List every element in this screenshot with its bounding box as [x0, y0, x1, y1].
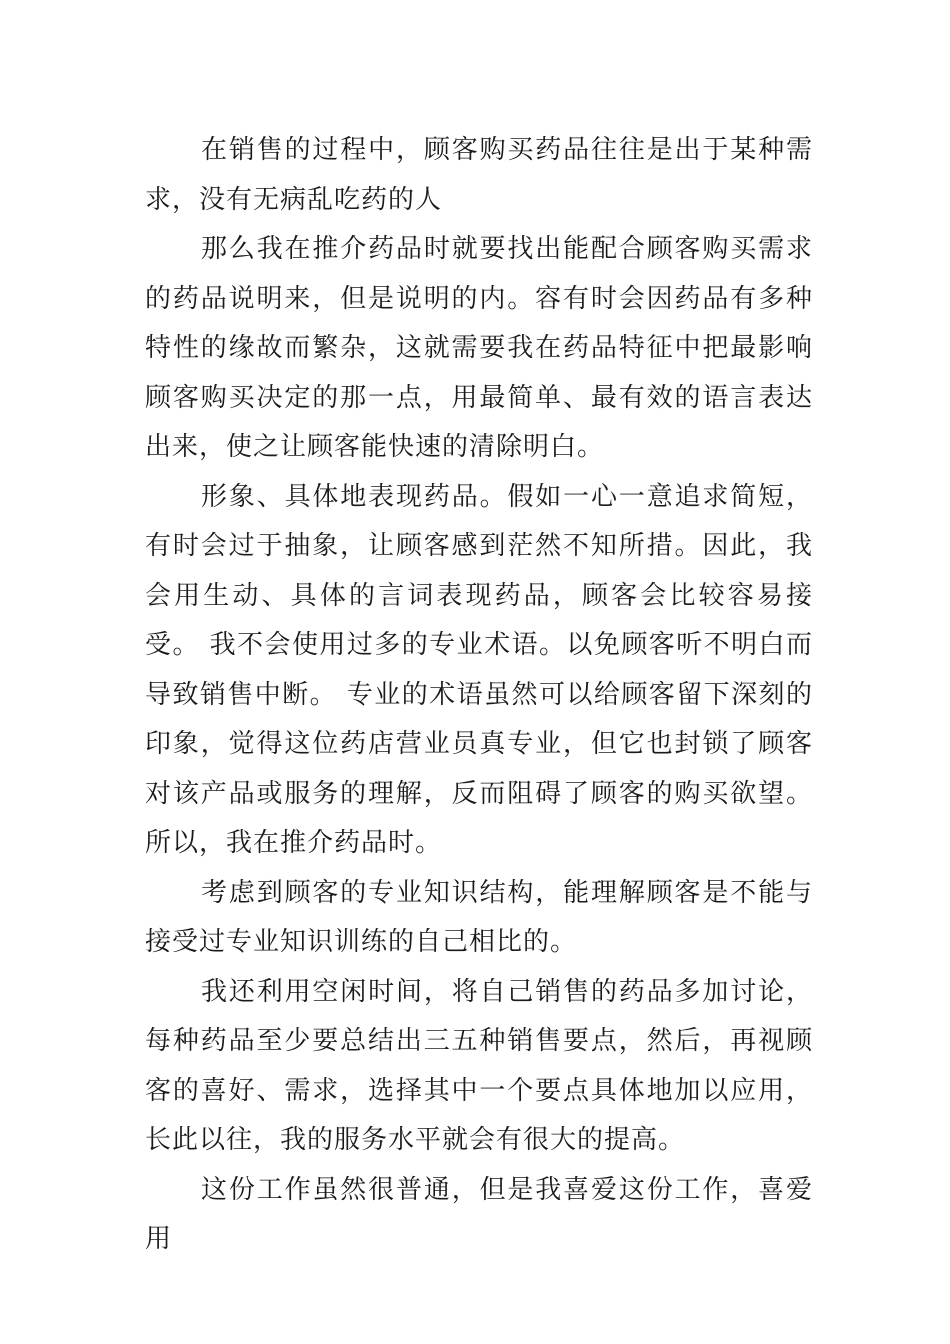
- paragraph-4: 考虑到顾客的专业知识结构，能理解顾客是不能与接受过专业知识训练的自己相比的。: [145, 877, 813, 957]
- paragraph-6: 这份工作虽然很普通，但是我喜爱这份工作，喜爱用: [145, 1174, 813, 1254]
- paragraph-2: 那么我在推介药品时就要找出能配合顾客购买需求的药品说明来，但是说明的内。容有时会因药品有多种特性的缘故而繁杂，这就需要我在药品特征中把最影响顾客购买决定的那一点，用最简单、最有效的语言表达出来，使之让顾客能快速的清除明白。: [145, 234, 813, 462]
- paragraph-5: 我还利用空闲时间，将自己销售的药品多加讨论，每种药品至少要总结出三五种销售要点，然后，再视顾客的喜好、需求，选择其中一个要点具体地加以应用，长此以往，我的服务水平就会有很大的提高。: [145, 976, 813, 1155]
- document-body: [145, 126, 813, 1265]
- paragraph-3: 形象、具体地表现药品。假如一心一意追求简短，有时会过于抽象，让顾客感到茫然不知所措。因此，我会用生动、具体的言词表现药品，顾客会比较容易接受。 我不会使用过多的专业术语。以免顾客听不明白而导致销售中断。 专业的术语虽然可以给顾客留下深刻的印象，觉得这位药店营业员真专业，但它也封锁了顾客对该产品或服务的理解，反而阻碍了顾客的购买欲望。所以，我在推介药品时。: [145, 481, 813, 858]
- paragraph-1: 在销售的过程中，顾客购买药品往往是出于某种需求，没有无病乱吃药的人: [145, 135, 813, 215]
